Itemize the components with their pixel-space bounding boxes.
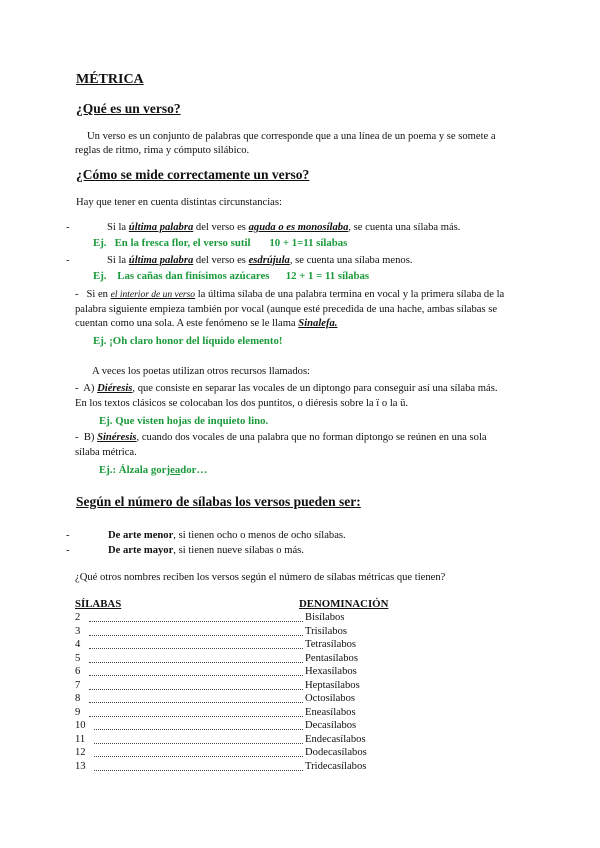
row-number: 9 xyxy=(75,706,81,718)
question: ¿Qué otros nombres reciben los versos según el número de sílabas métricas que tienen? xyxy=(75,572,446,583)
leader-dots xyxy=(89,621,303,622)
example-sineresis xyxy=(99,464,207,476)
leader-dots xyxy=(89,702,303,703)
keyword-arte-menor: De arte menor xyxy=(108,530,174,541)
leader-dots xyxy=(89,716,303,717)
rule-sinalefa-line3 xyxy=(75,317,337,331)
row-name: Endecasílabos xyxy=(305,733,366,745)
row-name: Bisílabos xyxy=(305,612,345,623)
row-number: 6 xyxy=(75,666,81,677)
example-2 xyxy=(93,270,369,282)
leader-dots xyxy=(94,729,303,730)
row-name: Trisílabos xyxy=(305,625,347,637)
example-1 xyxy=(93,237,347,249)
table-row xyxy=(75,693,405,706)
rule-text: Si en xyxy=(86,289,108,300)
recurso-dieresis-line1 xyxy=(75,382,497,396)
example-label: Ej. xyxy=(93,237,107,249)
rule-text: cuentan como una sola. A este fenómeno se le llama xyxy=(75,318,296,329)
table-header-denominacion: DENOMINACIÓN xyxy=(299,598,389,610)
keyword-esdrujula: esdrújula xyxy=(248,255,290,266)
table-row xyxy=(75,761,405,774)
paragraph-line: reglas de ritmo, rima y cómputo silábico. xyxy=(75,145,250,156)
row-name: Tetrasílabos xyxy=(305,639,357,650)
row-number: 7 xyxy=(75,679,81,691)
keyword-arte-mayor: De arte mayor xyxy=(108,545,174,556)
row-number: 13 xyxy=(75,760,86,772)
rule-text: , si tienen ocho o menos de ocho sílabas. xyxy=(173,530,346,541)
rule-text: Si la xyxy=(107,222,127,233)
example-text: Ej.: Álzala gorj xyxy=(99,464,171,476)
table-row xyxy=(75,626,405,639)
rule-text: , cuando dos vocales de una palabra que no forman diptongo se reúnen en una sola xyxy=(136,432,487,443)
bullet-dash: - xyxy=(75,289,79,300)
table-row xyxy=(75,653,405,666)
table-row xyxy=(75,680,405,693)
leader-dots xyxy=(94,743,303,744)
example-label: Ej. xyxy=(93,270,107,282)
bullet-dash: - xyxy=(66,530,70,541)
paragraph-line: Un verso es un conjunto de palabras que corresponde que a una línea de un poema y se somete a xyxy=(87,131,496,142)
row-number: 12 xyxy=(75,747,86,758)
rule-aguda xyxy=(107,221,460,235)
page-title: MÉTRICA xyxy=(76,72,144,87)
example-count: 12 + 1 = 11 sílabas xyxy=(285,270,370,282)
recurso-sineresis-line2: sílaba métrica. xyxy=(75,447,137,458)
rule-esdrujula xyxy=(107,254,412,268)
paragraph-intro: Hay que tener en cuenta distintas circunstancias: xyxy=(76,197,282,208)
row-number: 8 xyxy=(75,693,81,704)
leader-dots xyxy=(89,689,303,690)
example-dieresis: Ej. Que visten hojas de inquieto lino. xyxy=(99,415,269,427)
example-verse: Las cañas dan finísimos azúcares xyxy=(117,270,270,282)
leader-dots xyxy=(94,756,303,757)
row-number: 10 xyxy=(75,720,86,731)
rule-text: del verso es xyxy=(195,222,246,233)
table-row xyxy=(75,747,405,760)
rule-text: , se cuenta una sílaba menos. xyxy=(289,255,413,266)
row-name: Hexasílabos xyxy=(305,666,357,677)
leader-dots xyxy=(89,662,303,663)
table-row xyxy=(75,639,405,652)
example-3: Ej. ¡Oh claro honor del líquido elemento! xyxy=(93,335,283,347)
row-name: Heptasílabos xyxy=(305,679,360,691)
keyword-ultima-palabra: última palabra xyxy=(128,255,194,266)
list-letter: A) xyxy=(83,383,95,394)
recurso-dieresis-line2: En los textos clásicos se colocaban los dos puntitos, o diéresis sobre la ï o la ü. xyxy=(75,398,409,409)
keyword-sinalefa: Sinalefa. xyxy=(298,318,338,329)
table-row xyxy=(75,734,405,747)
table-row xyxy=(75,666,405,679)
bullet-dash: - xyxy=(66,222,70,233)
table-row xyxy=(75,612,405,625)
rule-sinalefa-line1 xyxy=(75,288,504,302)
row-number: 4 xyxy=(75,639,81,650)
leader-dots xyxy=(89,675,303,676)
keyword-sineresis: Sinéresis xyxy=(97,432,137,443)
list-letter: B) xyxy=(83,432,95,443)
row-number: 5 xyxy=(75,652,81,664)
row-number: 3 xyxy=(75,625,81,637)
rule-sinalefa-line2: palabra siguiente empieza también por vocal (aunque esté precedida de una hache, ambas sílabas se xyxy=(75,304,498,315)
bullet-dash: - xyxy=(66,545,70,556)
row-name: Eneasílabos xyxy=(305,706,356,718)
keyword-dieresis: Diéresis xyxy=(97,383,133,394)
rule-text: , se cuenta una sílaba más. xyxy=(348,222,461,233)
leader-dots xyxy=(89,635,303,636)
row-name: Octosílabos xyxy=(305,693,356,704)
leader-dots xyxy=(94,770,303,771)
arte-mayor xyxy=(108,544,304,558)
row-number: 11 xyxy=(75,733,86,745)
keyword-aguda: aguda o es monosílaba xyxy=(248,222,349,233)
rule-text: , si tienen nueve sílabas o más. xyxy=(173,545,304,556)
recurso-sineresis-line1 xyxy=(75,431,487,445)
row-number: 2 xyxy=(75,612,81,623)
table-header-silabas: SÍLABAS xyxy=(75,598,122,610)
example-text: dor… xyxy=(180,464,208,476)
example-text-underlined: ea xyxy=(170,464,181,476)
rule-text: , que consiste en separar las vocales de un diptongo para conseguir así una sílaba más. xyxy=(132,383,498,394)
bullet-dash: - xyxy=(75,432,79,443)
table-row xyxy=(75,720,405,733)
rule-text: Si la xyxy=(107,255,127,266)
rule-text: del verso es xyxy=(195,255,246,266)
bullet-dash: - xyxy=(66,255,70,266)
rule-text: la última sílaba de una palabra termina en vocal y la primera sílaba de la xyxy=(197,289,505,300)
row-name: Decasílabos xyxy=(305,720,357,731)
row-name: Tridecasílabos xyxy=(305,760,367,772)
example-count: 10 + 1=11 sílabas xyxy=(269,237,348,249)
table-row xyxy=(75,707,405,720)
bullet-dash: - xyxy=(75,383,79,394)
keyword-interior-verso: el interior de un verso xyxy=(110,290,196,300)
arte-menor xyxy=(108,529,346,543)
example-verse: En la fresca flor, el verso sutil xyxy=(114,237,251,249)
paragraph-recursos: A veces los poetas utilizan otros recursos llamados: xyxy=(92,366,311,377)
keyword-ultima-palabra: última palabra xyxy=(128,222,194,233)
heading-como-se-mide: ¿Cómo se mide correctamente un verso? xyxy=(76,167,310,182)
row-name: Dodecasílabos xyxy=(305,747,367,758)
row-name: Pentasílabos xyxy=(305,652,358,664)
heading-segun-numero: Según el número de sílabas los versos pueden ser: xyxy=(76,494,361,509)
leader-dots xyxy=(89,648,303,649)
heading-que-es-verso: ¿Qué es un verso? xyxy=(76,101,181,116)
